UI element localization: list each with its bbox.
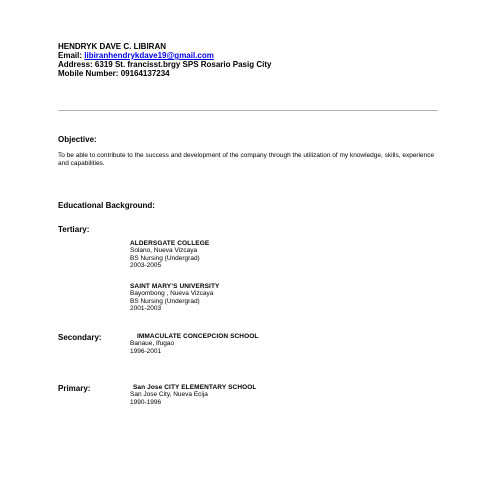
objective-text: To be able to contribute to the success and development of the company through the utilization of my knowledge, skills, experience and capabilities. xyxy=(58,152,435,167)
objective-heading: Objective: xyxy=(58,135,97,144)
applicant-name: HENDRYK DAVE C. LIBIRAN xyxy=(58,42,167,51)
school-name: IMMACULATE CONCEPCION SCHOOL xyxy=(137,333,259,340)
school-name: San Jose CITY ELEMENTARY SCHOOL xyxy=(133,384,257,391)
email-link[interactable]: libiranhendrykdave19@gmail.com xyxy=(84,51,214,60)
mobile-line xyxy=(58,69,170,78)
school-location: Solano, Nueva Vizcaya xyxy=(130,247,198,254)
primary-label: Primary: xyxy=(58,384,91,393)
school-name: SAINT MARY’S UNIVERSITY xyxy=(130,283,220,290)
email-label: Email: xyxy=(58,51,83,60)
address-line xyxy=(58,60,271,69)
mobile-value: 09164137234 xyxy=(120,69,170,78)
school-location: Banaue, Ifugao xyxy=(130,340,175,347)
secondary-entry xyxy=(130,333,258,355)
address-label: Address: xyxy=(58,60,93,69)
school-location: Bayombong , Nueva Vizcaya xyxy=(130,290,214,297)
primary-entry xyxy=(130,384,257,406)
mobile-label: Mobile Number: xyxy=(58,69,119,78)
course: BS Nursing (Undergrad) xyxy=(130,297,200,305)
header-divider xyxy=(58,110,438,111)
email-line xyxy=(58,51,214,60)
school-name: ALDERSGATE COLLEGE xyxy=(130,240,210,247)
tertiary-entry-1 xyxy=(130,240,209,270)
secondary-label: Secondary: xyxy=(58,333,102,342)
years: 2001-2003 xyxy=(130,305,162,313)
tertiary-label: Tertiary: xyxy=(58,225,90,234)
tertiary-entry-2 xyxy=(130,283,219,313)
years: 1996-2001 xyxy=(130,347,162,355)
school-location: San Jose City, Nueva Ecija xyxy=(130,391,208,398)
years: 2003-2005 xyxy=(130,262,162,270)
education-heading: Educational Background: xyxy=(58,201,155,210)
course: BS Nursing (Undergrad) xyxy=(130,254,200,262)
years: 1990-1996 xyxy=(130,398,162,406)
address-value: 6319 St. francisst.brgy SPS Rosario Pasig City xyxy=(94,60,272,69)
